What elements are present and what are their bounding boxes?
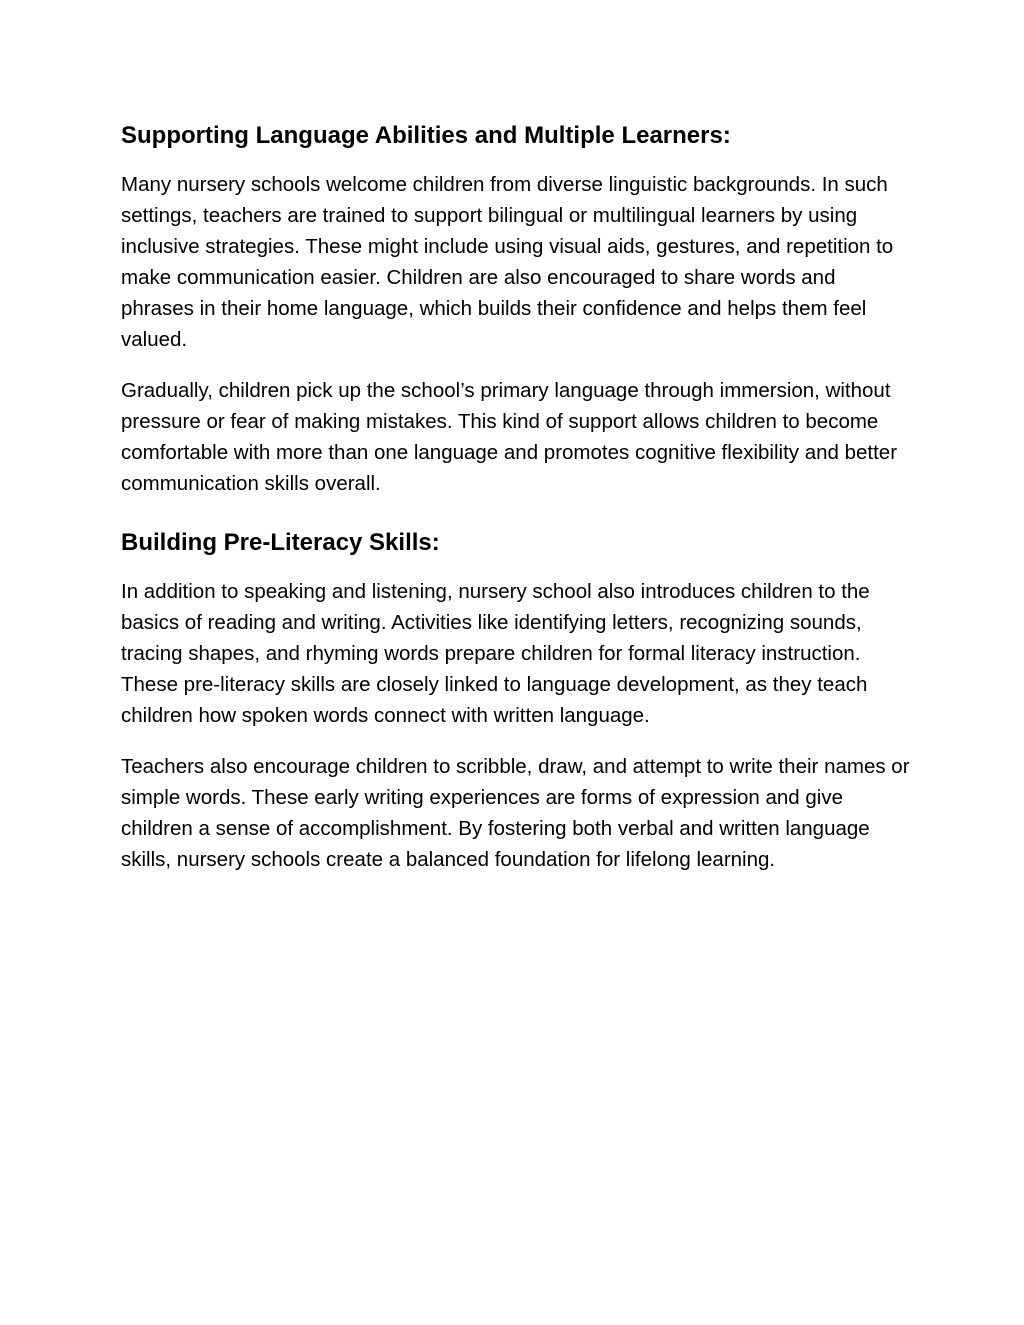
paragraph-reading-writing-basics: In addition to speaking and listening, nursery school also introduces children to the basics of reading and writing. Activities like identifying letters, recognizing sounds, tracing shapes, and rhyming words prepare children for formal literacy instruction. These pre-literacy skills are closely linked to language development, as they teach children how spoken words connect with written language.: [121, 580, 870, 727]
section-heading-pre-literacy: Building Pre-Literacy Skills:: [121, 529, 440, 556]
document-page: [121, 118, 911, 895]
paragraph-early-writing: Teachers also encourage children to scribble, draw, and attempt to write their names or simple words. These early writing experiences are forms of expression and give children a sense of accomplishment. By fostering both verbal and written language skills, nursery schools create a balanced foundation for lifelong learning.: [121, 755, 910, 871]
paragraph-diverse-backgrounds: Many nursery schools welcome children from diverse linguistic backgrounds. In such settings, teachers are trained to support bilingual or multilingual learners by using inclusive strategies. These might include using visual aids, gestures, and repetition to make communication easier. Children are also encouraged to share words and phrases in their home language, which builds their confidence and helps them feel valued.: [121, 173, 894, 351]
paragraph-immersion: Gradually, children pick up the school’s primary language through immersion, without pressure or fear of making mistakes. This kind of support allows children to become comfortable with more than one language and promotes cognitive flexibility and better communication skills overall.: [121, 379, 898, 495]
section-heading-language-abilities: Supporting Language Abilities and Multiple Learners:: [121, 122, 731, 149]
